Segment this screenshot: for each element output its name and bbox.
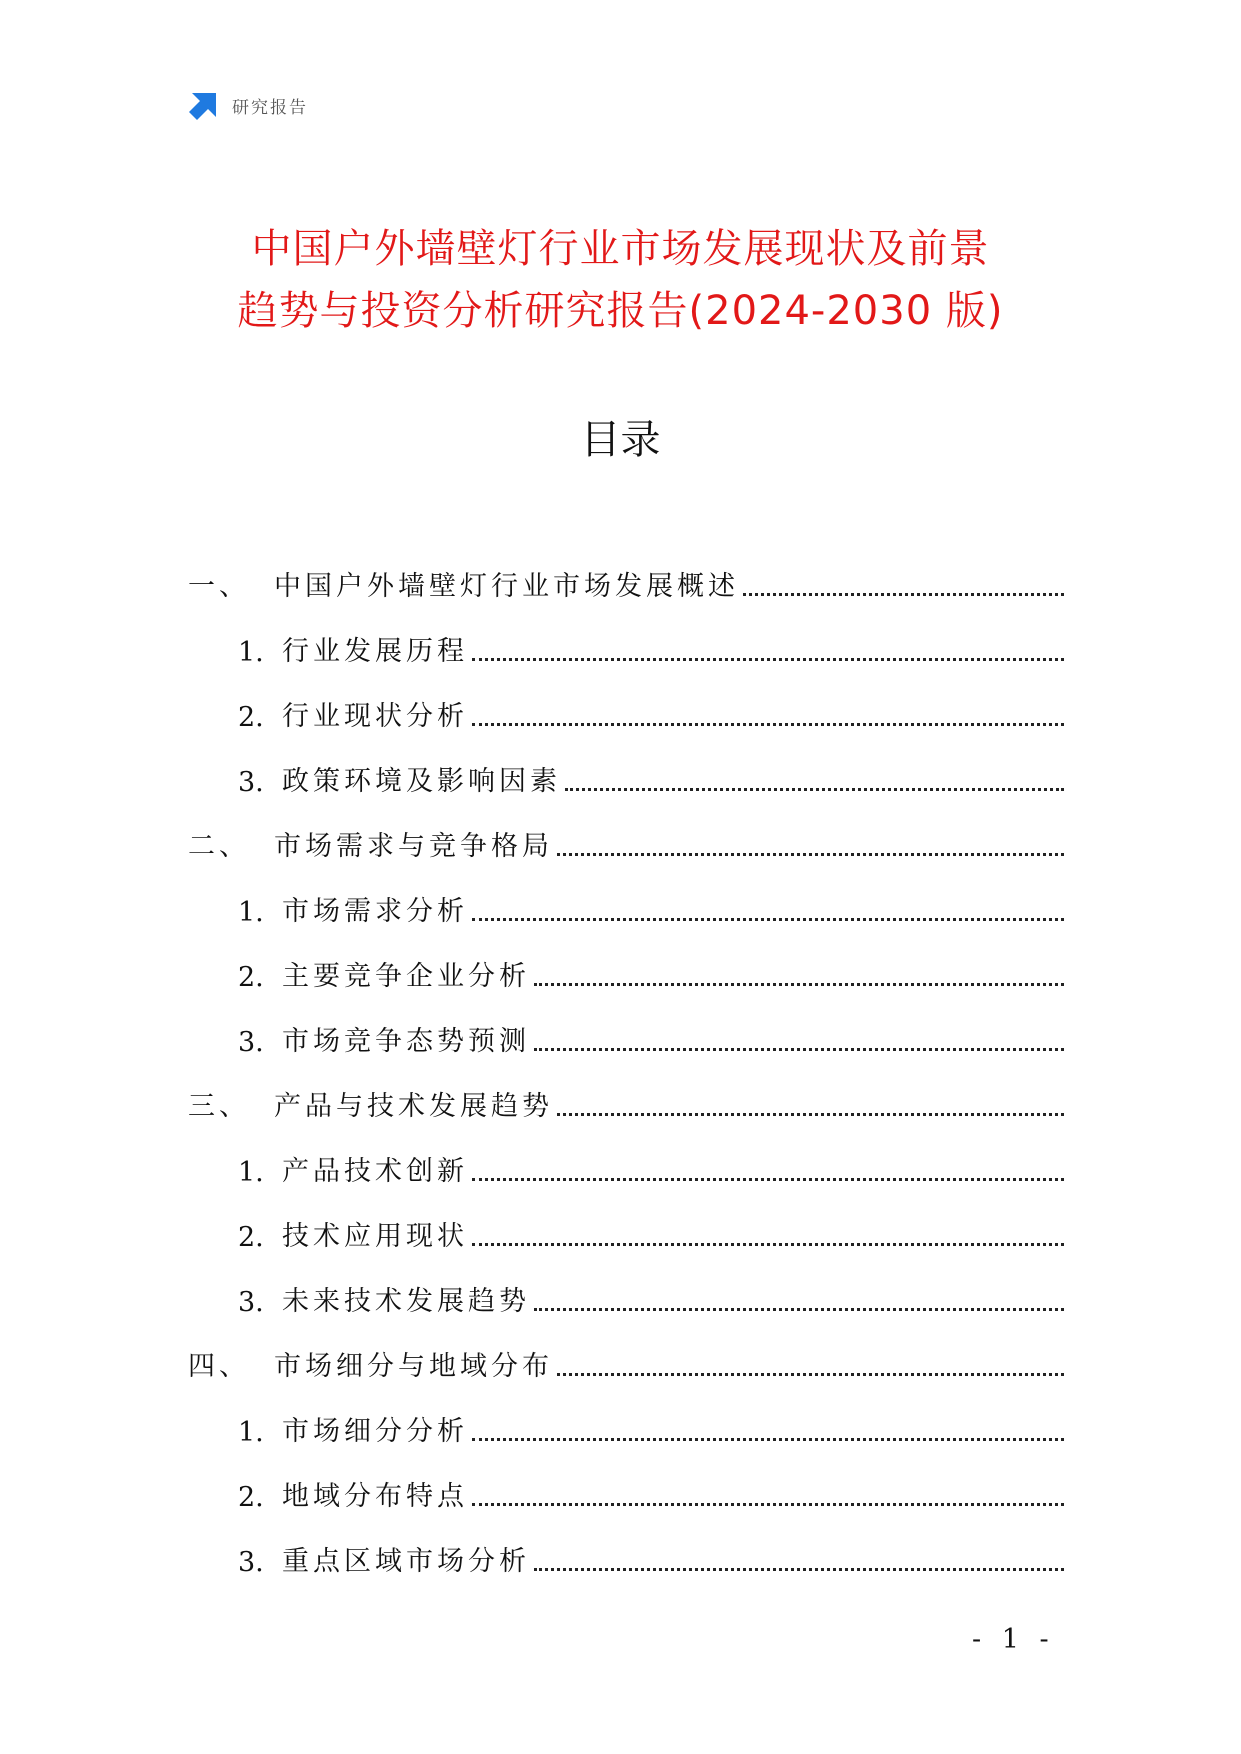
toc-subsection-entry[interactable] (188, 928, 1064, 993)
toc-subsection-entry[interactable] (188, 668, 1064, 733)
toc-subsection-entry[interactable] (188, 1448, 1064, 1513)
toc-dot-leader (565, 788, 1064, 791)
toc-entry-title: 技术应用现状 (282, 1221, 468, 1252)
page-number: - 1 - (972, 1624, 1055, 1655)
toc-entry-number: 2. (238, 1482, 264, 1513)
toc-dot-leader (557, 853, 1064, 856)
toc-entry-number: 2. (238, 1222, 264, 1253)
toc-subsection-entry[interactable] (188, 603, 1064, 668)
toc-section-entry[interactable] (188, 538, 1064, 603)
toc-entry-number: 3. (238, 767, 264, 798)
toc-entry-number: 二、 (188, 831, 250, 862)
toc-entry-number: 1. (238, 1417, 264, 1448)
toc-subsection-entry[interactable] (188, 1513, 1064, 1578)
toc-entry-number: 三、 (188, 1091, 250, 1122)
toc-subsection-entry[interactable] (188, 993, 1064, 1058)
toc-dot-leader (472, 1438, 1064, 1441)
toc-section-entry[interactable] (188, 1058, 1064, 1123)
toc-subsection-entry[interactable] (188, 1253, 1064, 1318)
toc-entry-number: 1. (238, 1157, 264, 1188)
toc-entry-title: 行业发展历程 (282, 636, 468, 667)
toc-dot-leader (472, 1178, 1064, 1181)
arrow-up-right-icon (188, 89, 220, 121)
toc-entry-title: 政策环境及影响因素 (282, 766, 561, 797)
toc-dot-leader (557, 1113, 1064, 1116)
toc-entry-number: 一、 (188, 571, 250, 602)
header-label: 研究报告 (232, 97, 308, 118)
toc-subsection-entry[interactable] (188, 1383, 1064, 1448)
toc-dot-leader (534, 1568, 1064, 1571)
toc-entry-title: 中国户外墙壁灯行业市场发展概述 (274, 571, 739, 602)
toc-entry-number: 3. (238, 1027, 264, 1058)
toc-entry-title: 产品与技术发展趋势 (274, 1091, 553, 1122)
toc-dot-leader (472, 723, 1064, 726)
table-of-contents (188, 538, 1064, 1578)
toc-dot-leader (472, 1503, 1064, 1506)
toc-entry-title: 产品技术创新 (282, 1156, 468, 1187)
report-title (0, 218, 1241, 342)
toc-entry-title: 市场细分与地域分布 (274, 1351, 553, 1382)
toc-entry-title: 地域分布特点 (282, 1481, 468, 1512)
toc-entry-title: 市场竞争态势预测 (282, 1026, 530, 1057)
toc-entry-number: 1. (238, 897, 264, 928)
toc-subsection-entry[interactable] (188, 863, 1064, 928)
toc-subsection-entry[interactable] (188, 1123, 1064, 1188)
toc-entry-number: 2. (238, 702, 264, 733)
toc-dot-leader (534, 983, 1064, 986)
title-line-1: 中国户外墙壁灯行业市场发展现状及前景 (251, 226, 990, 272)
toc-entry-title: 重点区域市场分析 (282, 1546, 530, 1577)
toc-entry-title: 未来技术发展趋势 (282, 1286, 530, 1317)
toc-dot-leader (472, 1243, 1064, 1246)
toc-entry-number: 2. (238, 962, 264, 993)
toc-heading: 目录 (580, 417, 661, 463)
toc-subsection-entry[interactable] (188, 1188, 1064, 1253)
toc-entry-title: 主要竞争企业分析 (282, 961, 530, 992)
toc-entry-number: 1. (238, 637, 264, 668)
toc-dot-leader (534, 1048, 1064, 1051)
toc-subsection-entry[interactable] (188, 733, 1064, 798)
toc-dot-leader (472, 918, 1064, 921)
toc-dot-leader (743, 593, 1064, 596)
toc-section-entry[interactable] (188, 1318, 1064, 1383)
toc-entry-title: 行业现状分析 (282, 701, 468, 732)
toc-dot-leader (534, 1308, 1064, 1311)
toc-entry-number: 四、 (188, 1351, 250, 1382)
toc-dot-leader (557, 1373, 1064, 1376)
toc-dot-leader (472, 658, 1064, 661)
toc-section-entry[interactable] (188, 798, 1064, 863)
toc-entry-number: 3. (238, 1547, 264, 1578)
toc-entry-title: 市场需求与竞争格局 (274, 831, 553, 862)
toc-entry-number: 3. (238, 1287, 264, 1318)
title-line-2: 趋势与投资分析研究报告(2024-2030 版) (237, 288, 1004, 334)
toc-entry-title: 市场需求分析 (282, 896, 468, 927)
toc-entry-title: 市场细分分析 (282, 1416, 468, 1447)
report-header (188, 88, 308, 122)
